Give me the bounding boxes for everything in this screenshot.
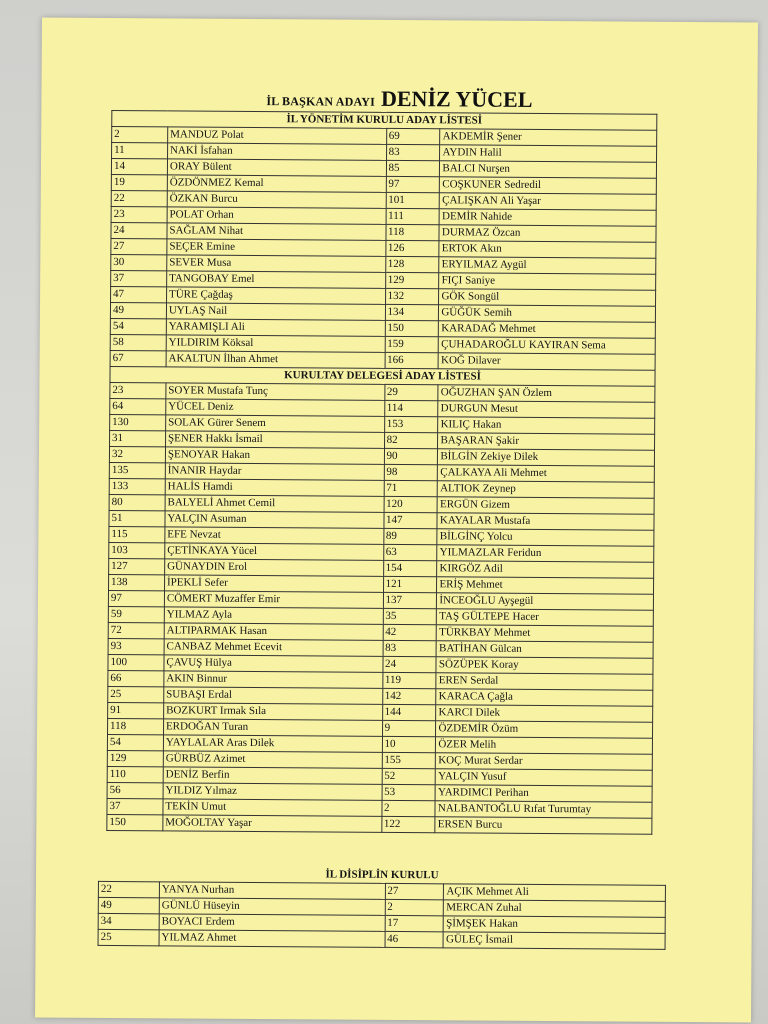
right-name: YALÇIN Yusuf — [436, 769, 653, 787]
left-number: 34 — [98, 913, 159, 929]
left-number: 27 — [111, 238, 167, 254]
left-number: 91 — [108, 702, 164, 718]
right-name: BAŞARAN Şakir — [438, 433, 655, 451]
left-name: ÖZKAN Burcu — [167, 191, 386, 209]
left-name: ÖZDÖNMEZ Kemal — [167, 175, 386, 193]
left-name: ALTIPARMAK Hasan — [164, 623, 383, 641]
right-name: ÇALKAYA Ali Mehmet — [438, 465, 655, 483]
right-name: AKDEMİR Şener — [440, 129, 657, 147]
right-name: ÇALIŞKAN Ali Yaşar — [440, 193, 657, 211]
right-number: 27 — [385, 883, 444, 899]
left-number: 37 — [111, 270, 167, 286]
right-number: 155 — [382, 752, 436, 768]
right-name: BİLGİNÇ Yolcu — [437, 529, 654, 547]
left-name: MOĞOLTAY Yaşar — [163, 815, 382, 833]
left-name: YILMAZ Ahmet — [159, 930, 385, 948]
table-row — [98, 929, 665, 949]
left-name: TÜRE Çağdaş — [166, 287, 385, 305]
left-number: 23 — [111, 206, 167, 222]
right-name: ÖZER Melih — [436, 737, 653, 755]
right-number: 10 — [382, 736, 436, 752]
right-number: 53 — [382, 784, 436, 800]
left-name: EFE Nevzat — [165, 527, 384, 545]
right-number: 121 — [383, 576, 437, 592]
left-number: 56 — [107, 782, 163, 798]
right-number: 90 — [384, 448, 438, 464]
right-number: 132 — [385, 288, 439, 304]
right-number: 71 — [384, 480, 438, 496]
right-name: AÇIK Mehmet Ali — [444, 884, 666, 902]
right-name: ERSEN Burcu — [435, 817, 652, 835]
left-name: SOLAK Gürer Senem — [166, 415, 385, 433]
left-name: YARAMIŞLI Ali — [166, 319, 385, 337]
right-number: 63 — [383, 544, 437, 560]
right-name: YILMAZLAR Feridun — [437, 545, 654, 563]
left-number: 118 — [108, 718, 164, 734]
title-prefix: İL BAŞKAN ADAYI — [266, 94, 376, 109]
left-name: İPEKLİ Sefer — [164, 575, 383, 593]
left-number: 66 — [108, 670, 164, 686]
right-name: FIÇI Saniye — [439, 273, 656, 291]
right-name: ERGÜN Gizem — [437, 497, 654, 515]
left-number: 150 — [107, 814, 163, 830]
right-name: GÜLEÇ İsmail — [443, 932, 665, 950]
left-name: SUBAŞI Erdal — [164, 687, 383, 705]
left-number: 24 — [111, 222, 167, 238]
right-name: DURMAZ Özcan — [439, 225, 656, 243]
right-number: 98 — [384, 464, 438, 480]
right-name: BİLGİN Zekiye Dilek — [438, 449, 655, 467]
candidate-table — [106, 110, 657, 835]
right-number: 29 — [384, 384, 438, 400]
right-number: 129 — [385, 272, 439, 288]
right-number: 69 — [386, 128, 440, 144]
right-name: AYDIN Halil — [440, 145, 657, 163]
left-name: ERDOĞAN Turan — [163, 719, 382, 737]
right-number: 153 — [384, 416, 438, 432]
left-name: GÜRBÜZ Azimet — [163, 751, 382, 769]
left-name: GÜNLÜ Hüseyin — [159, 898, 385, 916]
left-name: ÇETİNKAYA Yücel — [165, 543, 384, 561]
left-name: YILMAZ Ayla — [164, 607, 383, 625]
left-name: UYLAŞ Nail — [166, 303, 385, 321]
left-name: TEKİN Umut — [163, 799, 382, 817]
left-number: 67 — [110, 350, 166, 366]
right-number: 159 — [385, 336, 439, 352]
right-name: ÖZDEMİR Özüm — [436, 721, 653, 739]
left-number: 100 — [108, 654, 164, 670]
left-number: 25 — [98, 929, 159, 945]
left-number: 97 — [108, 590, 164, 606]
right-number: 46 — [385, 931, 444, 947]
right-number: 97 — [386, 176, 440, 192]
left-name: YILDIRIM Köksal — [166, 335, 385, 353]
right-number: 114 — [384, 400, 438, 416]
left-number: 22 — [98, 881, 159, 897]
left-number: 135 — [109, 462, 165, 478]
left-number: 133 — [109, 478, 165, 494]
left-name: DENİZ Berfin — [163, 767, 382, 785]
left-number: 58 — [110, 334, 166, 350]
left-name: YILDIZ Yılmaz — [163, 783, 382, 801]
left-name: SOYER Mustafa Tunç — [166, 383, 385, 401]
left-number: 64 — [110, 398, 166, 414]
section-title: İL YÖNETİM KURULU ADAY LİSTESİ — [112, 110, 657, 130]
right-name: EREN Serdal — [436, 673, 653, 691]
right-number: 128 — [385, 256, 439, 272]
left-number: 54 — [110, 318, 166, 334]
right-number: 2 — [381, 800, 435, 816]
table-row — [107, 814, 652, 834]
right-name: MERCAN Zuhal — [444, 900, 666, 918]
right-number: 42 — [383, 624, 437, 640]
left-name: ORAY Bülent — [167, 159, 386, 177]
left-name: SEVER Musa — [167, 255, 386, 273]
left-name: YANYA Nurhan — [159, 882, 385, 900]
left-name: MANDUZ Polat — [168, 127, 387, 145]
left-name: GÜNAYDIN Erol — [165, 559, 384, 577]
left-name: BALYELİ Ahmet Cemil — [165, 495, 384, 513]
right-name: GÖK Songül — [439, 289, 656, 307]
left-name: SAĞLAM Nihat — [167, 223, 386, 241]
left-number: 72 — [108, 622, 164, 638]
right-name: KARACA Çağla — [436, 689, 653, 707]
right-name: İNCEOĞLU Ayşegül — [437, 593, 654, 611]
left-name: YÜCEL Deniz — [166, 399, 385, 417]
left-name: HALİS Hamdi — [165, 479, 384, 497]
left-number: 32 — [109, 446, 165, 462]
left-name: SEÇER Emine — [167, 239, 386, 257]
right-number: 35 — [383, 608, 437, 624]
left-name: ŞENER Hakkı İsmail — [165, 431, 384, 449]
left-number: 127 — [109, 558, 165, 574]
right-name: KILIÇ Hakan — [438, 417, 655, 435]
left-name: YAYLALAR Aras Dilek — [163, 735, 382, 753]
discipline-table — [98, 866, 667, 950]
left-number: 31 — [110, 430, 166, 446]
left-number: 11 — [112, 142, 168, 158]
left-number: 115 — [109, 526, 165, 542]
right-name: KIRGÖZ Adil — [437, 561, 654, 579]
section-title: KURULTAY DELEGESİ ADAY LİSTESİ — [110, 366, 655, 386]
right-number: 166 — [385, 352, 439, 368]
right-name: COŞKUNER Sedredil — [440, 177, 657, 195]
left-name: TANGOBAY Emel — [167, 271, 386, 289]
right-name: BALCI Nurşen — [440, 161, 657, 179]
left-number: 80 — [109, 494, 165, 510]
right-name: ÇUHADAROĞLU KAYIRAN Sema — [439, 337, 656, 355]
right-number: 154 — [383, 560, 437, 576]
right-number: 118 — [385, 224, 439, 240]
right-number: 101 — [386, 192, 440, 208]
right-number: 126 — [385, 240, 439, 256]
right-number: 142 — [382, 688, 436, 704]
left-number: 25 — [108, 686, 164, 702]
right-number: 150 — [385, 320, 439, 336]
left-number: 47 — [111, 286, 167, 302]
right-name: ALTIOK Zeynep — [438, 481, 655, 499]
left-number: 59 — [108, 606, 164, 622]
left-name: CANBAZ Mehmet Ecevit — [164, 639, 383, 657]
right-name: KAYALAR Mustafa — [437, 513, 654, 531]
right-number: 111 — [386, 208, 440, 224]
left-number: 30 — [111, 254, 167, 270]
left-number: 49 — [110, 302, 166, 318]
left-number: 138 — [109, 574, 165, 590]
right-name: TAŞ GÜLTEPE Hacer — [437, 609, 654, 627]
paper-sheet — [35, 18, 758, 1023]
right-name: ŞİMŞEK Hakan — [444, 916, 666, 934]
section-title: İL DİSİPLİN KURULU — [325, 868, 439, 882]
right-number: 52 — [382, 768, 436, 784]
right-number: 17 — [385, 915, 444, 931]
left-number: 93 — [108, 638, 164, 654]
right-name: ERTOK Akın — [439, 241, 656, 259]
left-number: 37 — [107, 798, 163, 814]
right-number: 89 — [383, 528, 437, 544]
right-name: TÜRKBAY Mehmet — [437, 625, 654, 643]
left-name: ÇAVUŞ Hülya — [164, 655, 383, 673]
right-number: 9 — [382, 720, 436, 736]
right-name: DURGUN Mesut — [438, 401, 655, 419]
right-number: 83 — [386, 144, 440, 160]
left-name: ŞENOYAR Hakan — [165, 447, 384, 465]
left-name: BOYACI Erdem — [159, 914, 385, 932]
right-name: KARCI Dilek — [436, 705, 653, 723]
left-name: İNANIR Haydar — [165, 463, 384, 481]
left-name: NAKİ İsfahan — [167, 143, 386, 161]
left-number: 22 — [111, 190, 167, 206]
right-name: OĞUZHAN ŞAN Özlem — [438, 385, 655, 403]
left-number: 130 — [110, 414, 166, 430]
right-number: 137 — [383, 592, 437, 608]
left-number: 2 — [112, 126, 168, 142]
left-name: AKIN Binnur — [164, 671, 383, 689]
left-number: 51 — [109, 510, 165, 526]
right-name: KOÇ Murat Serdar — [436, 753, 653, 771]
left-name: AKALTUN İlhan Ahmet — [166, 351, 385, 369]
right-name: KARADAĞ Mehmet — [439, 321, 656, 339]
candidate-name: DENİZ YÜCEL — [380, 85, 533, 112]
right-name: GÜĞÜK Semih — [439, 305, 656, 323]
left-number: 23 — [110, 382, 166, 398]
right-name: ERİŞ Mehmet — [437, 577, 654, 595]
right-number: 134 — [385, 304, 439, 320]
left-name: YALÇIN Asuman — [165, 511, 384, 529]
right-name: ERYILMAZ Aygül — [439, 257, 656, 275]
left-name: CÖMERT Muzaffer Emir — [164, 591, 383, 609]
right-number: 122 — [381, 816, 435, 832]
right-number: 83 — [383, 640, 437, 656]
right-name: KOĞ Dilaver — [438, 353, 655, 371]
right-number: 119 — [382, 672, 436, 688]
right-number: 120 — [384, 496, 438, 512]
right-number: 85 — [386, 160, 440, 176]
left-number: 19 — [111, 174, 167, 190]
right-number: 147 — [383, 512, 437, 528]
left-number: 103 — [109, 542, 165, 558]
right-name: NALBANTOĞLU Rıfat Turumtay — [435, 801, 652, 819]
left-number: 110 — [107, 766, 163, 782]
right-number: 82 — [384, 432, 438, 448]
left-name: POLAT Orhan — [167, 207, 386, 225]
left-number: 14 — [111, 158, 167, 174]
left-number: 49 — [98, 897, 159, 913]
right-name: SÖZÜPEK Koray — [436, 657, 653, 675]
right-name: YARDIMCI Perihan — [435, 785, 652, 803]
left-name: BOZKURT Irmak Sıla — [164, 703, 383, 721]
left-number: 129 — [107, 750, 163, 766]
right-number: 2 — [385, 899, 444, 915]
right-name: DEMİR Nahide — [439, 209, 656, 227]
left-number: 54 — [107, 734, 163, 750]
right-number: 24 — [382, 656, 436, 672]
right-number: 144 — [382, 704, 436, 720]
right-name: BATİHAN Gülcan — [436, 641, 653, 659]
